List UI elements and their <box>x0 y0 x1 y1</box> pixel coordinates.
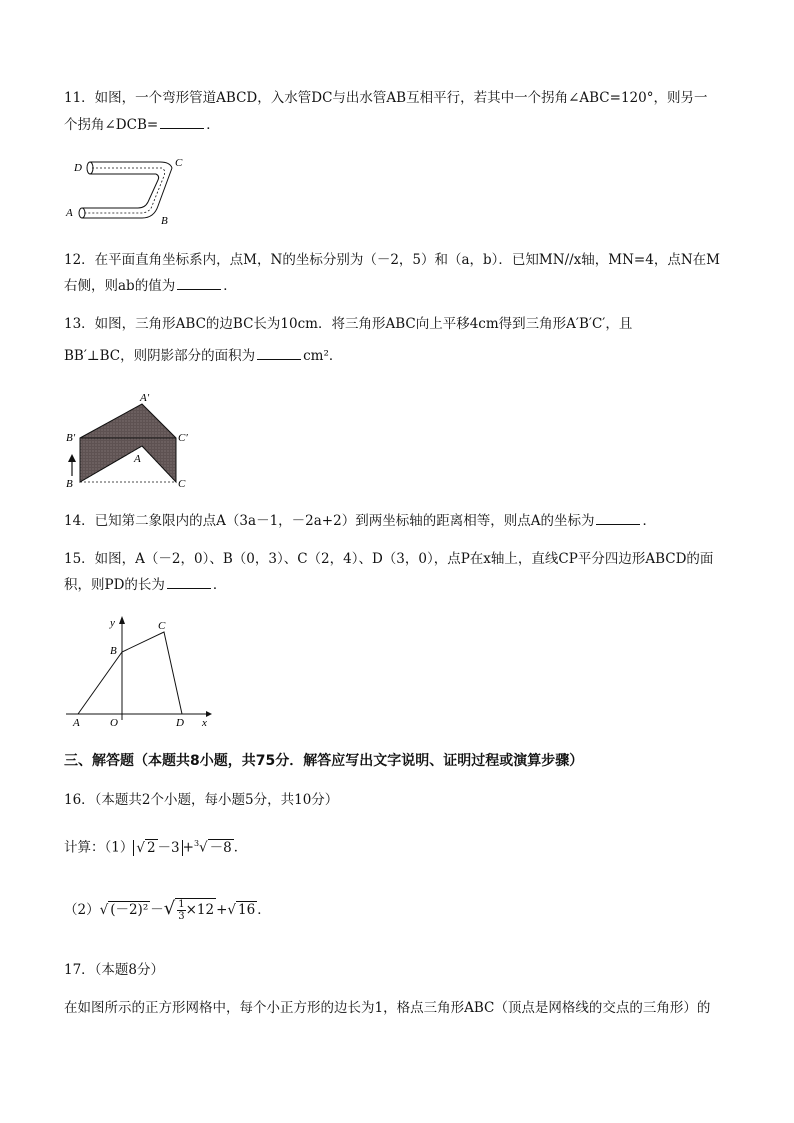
pipe-figure <box>62 150 202 230</box>
sqrt-symbol: √ <box>136 839 145 856</box>
q11-line2 <box>64 115 220 135</box>
q11-answer-blank[interactable] <box>160 115 204 129</box>
tri-label-a-prime: A′ <box>140 392 150 404</box>
q12-line2 <box>64 276 237 296</box>
q13-line2 <box>64 346 342 366</box>
fraction-one-third <box>177 899 185 922</box>
fraction-numerator: 1 <box>178 899 185 910</box>
q11-line2-text: 个拐角∠DCB= <box>64 117 159 133</box>
q16-part2-label: （2） <box>64 902 100 918</box>
minus-sign: － <box>150 902 164 918</box>
quad-label-b: B <box>110 645 117 657</box>
quad-label-d: D <box>176 717 184 728</box>
pipe-label-c: C <box>175 157 183 169</box>
q16-calc-label: 计算：（1） <box>64 839 134 856</box>
q13-line2-text: BB′⊥BC，则阴影部分的面积为 <box>64 348 256 364</box>
q11-line2-end: ． <box>206 117 220 133</box>
quad-label-a: A <box>73 717 80 728</box>
q14-answer-blank[interactable] <box>596 511 640 525</box>
sqrt-symbol-2: √ <box>99 902 109 918</box>
q16-part1 <box>64 834 247 858</box>
fraction-denominator: 3 <box>178 911 185 922</box>
times-twelve: ×12 <box>185 902 215 918</box>
q13-answer-blank[interactable] <box>257 346 301 360</box>
quad-label-x: x <box>202 717 207 728</box>
section-3-heading: 三、解答题（本题共8小题，共75分．解答应写出文字说明、证明过程或演算步骤） <box>64 753 584 769</box>
q15-answer-blank[interactable] <box>167 575 211 589</box>
plus-sign-2: + <box>216 902 228 918</box>
tri-label-c-prime: C′ <box>178 432 188 444</box>
sqrt-fraction-times <box>175 898 216 922</box>
pipe-label-b: B <box>161 215 168 227</box>
cube-root-symbol: √ <box>199 839 208 856</box>
q16-part2 <box>64 898 271 922</box>
q15-line2-end: ． <box>212 577 227 593</box>
minus-three: －3 <box>157 839 180 856</box>
quad-label-c: C <box>158 620 166 632</box>
abs-value <box>133 840 182 856</box>
q15-line2 <box>64 575 226 595</box>
tri-label-a: A <box>134 453 141 465</box>
q12-line1: 12．在平面直角坐标系内，点M，N的坐标分别为（－2，5）和（a，b）．已知MN//x轴，MN=4，点N在M <box>64 252 720 268</box>
pipe-label-d: D <box>74 162 82 174</box>
sqrt-16: 16 <box>238 902 256 918</box>
triangle-translation-figure <box>62 390 202 494</box>
q12-line2-end: ． <box>223 278 237 294</box>
sqrt-symbol-4: √ <box>227 902 237 918</box>
plus-sign: + <box>182 839 194 856</box>
q13-line1: 13．如图，三角形ABC的边BC长为10cm．将三角形ABC向上平移4cm得到三角形A′B′C′，且 <box>64 316 633 332</box>
q12-answer-blank[interactable] <box>177 276 221 290</box>
q14-line1-text: 14．已知第二象限内的点A（3a－1，－2a+2）到两坐标轴的距离相等，则点A的坐标为 <box>64 513 595 529</box>
q14-line1-end: ． <box>642 513 656 529</box>
pipe-label-a: A <box>66 207 73 219</box>
q11-line1: 11．如图，一个弯形管道ABCD，入水管DC与出水管AB互相平行，若其中一个拐角∠ABC=120°，则另一 <box>64 90 708 106</box>
q17-line1: 在如图所示的正方形网格中，每个小正方形的边长为1，格点三角形ABC（顶点是网格线的交点的三角形）的 <box>64 1000 711 1016</box>
cube-root-index: 3 <box>193 839 200 848</box>
quad-label-o: O <box>110 717 118 728</box>
cube-root-radicand: －8 <box>209 839 232 856</box>
tri-label-b: B <box>66 478 73 490</box>
tri-label-b-prime: B′ <box>66 432 76 444</box>
sqrt-neg2-squared: (－2)² <box>110 902 149 918</box>
q16-intro: 16．（本题共2个小题，每小题5分，共10分） <box>64 792 339 808</box>
q14-line1 <box>64 511 656 531</box>
q12-line2-text: 右侧，则ab的值为 <box>64 278 176 294</box>
q15-line2-text: 积，则PD的长为 <box>64 577 165 593</box>
quadrilateral-figure <box>62 612 222 728</box>
quad-label-y: y <box>110 617 115 629</box>
q16-part2-end: ． <box>257 902 271 918</box>
q15-line1: 15．如图，A（－2，0）、B（0，3）、C（2，4）、D（3，0），点P在x轴上，直线CP平分四边形ABCD的面 <box>64 551 714 567</box>
tri-label-c: C <box>178 478 186 490</box>
sqrt-symbol-3: √ <box>163 898 176 919</box>
q16-part1-end: ． <box>233 839 248 856</box>
sqrt-2: 2 <box>146 839 156 856</box>
q13-line2-end: cm²． <box>303 348 343 364</box>
q17-intro: 17．（本题8分） <box>64 962 165 978</box>
